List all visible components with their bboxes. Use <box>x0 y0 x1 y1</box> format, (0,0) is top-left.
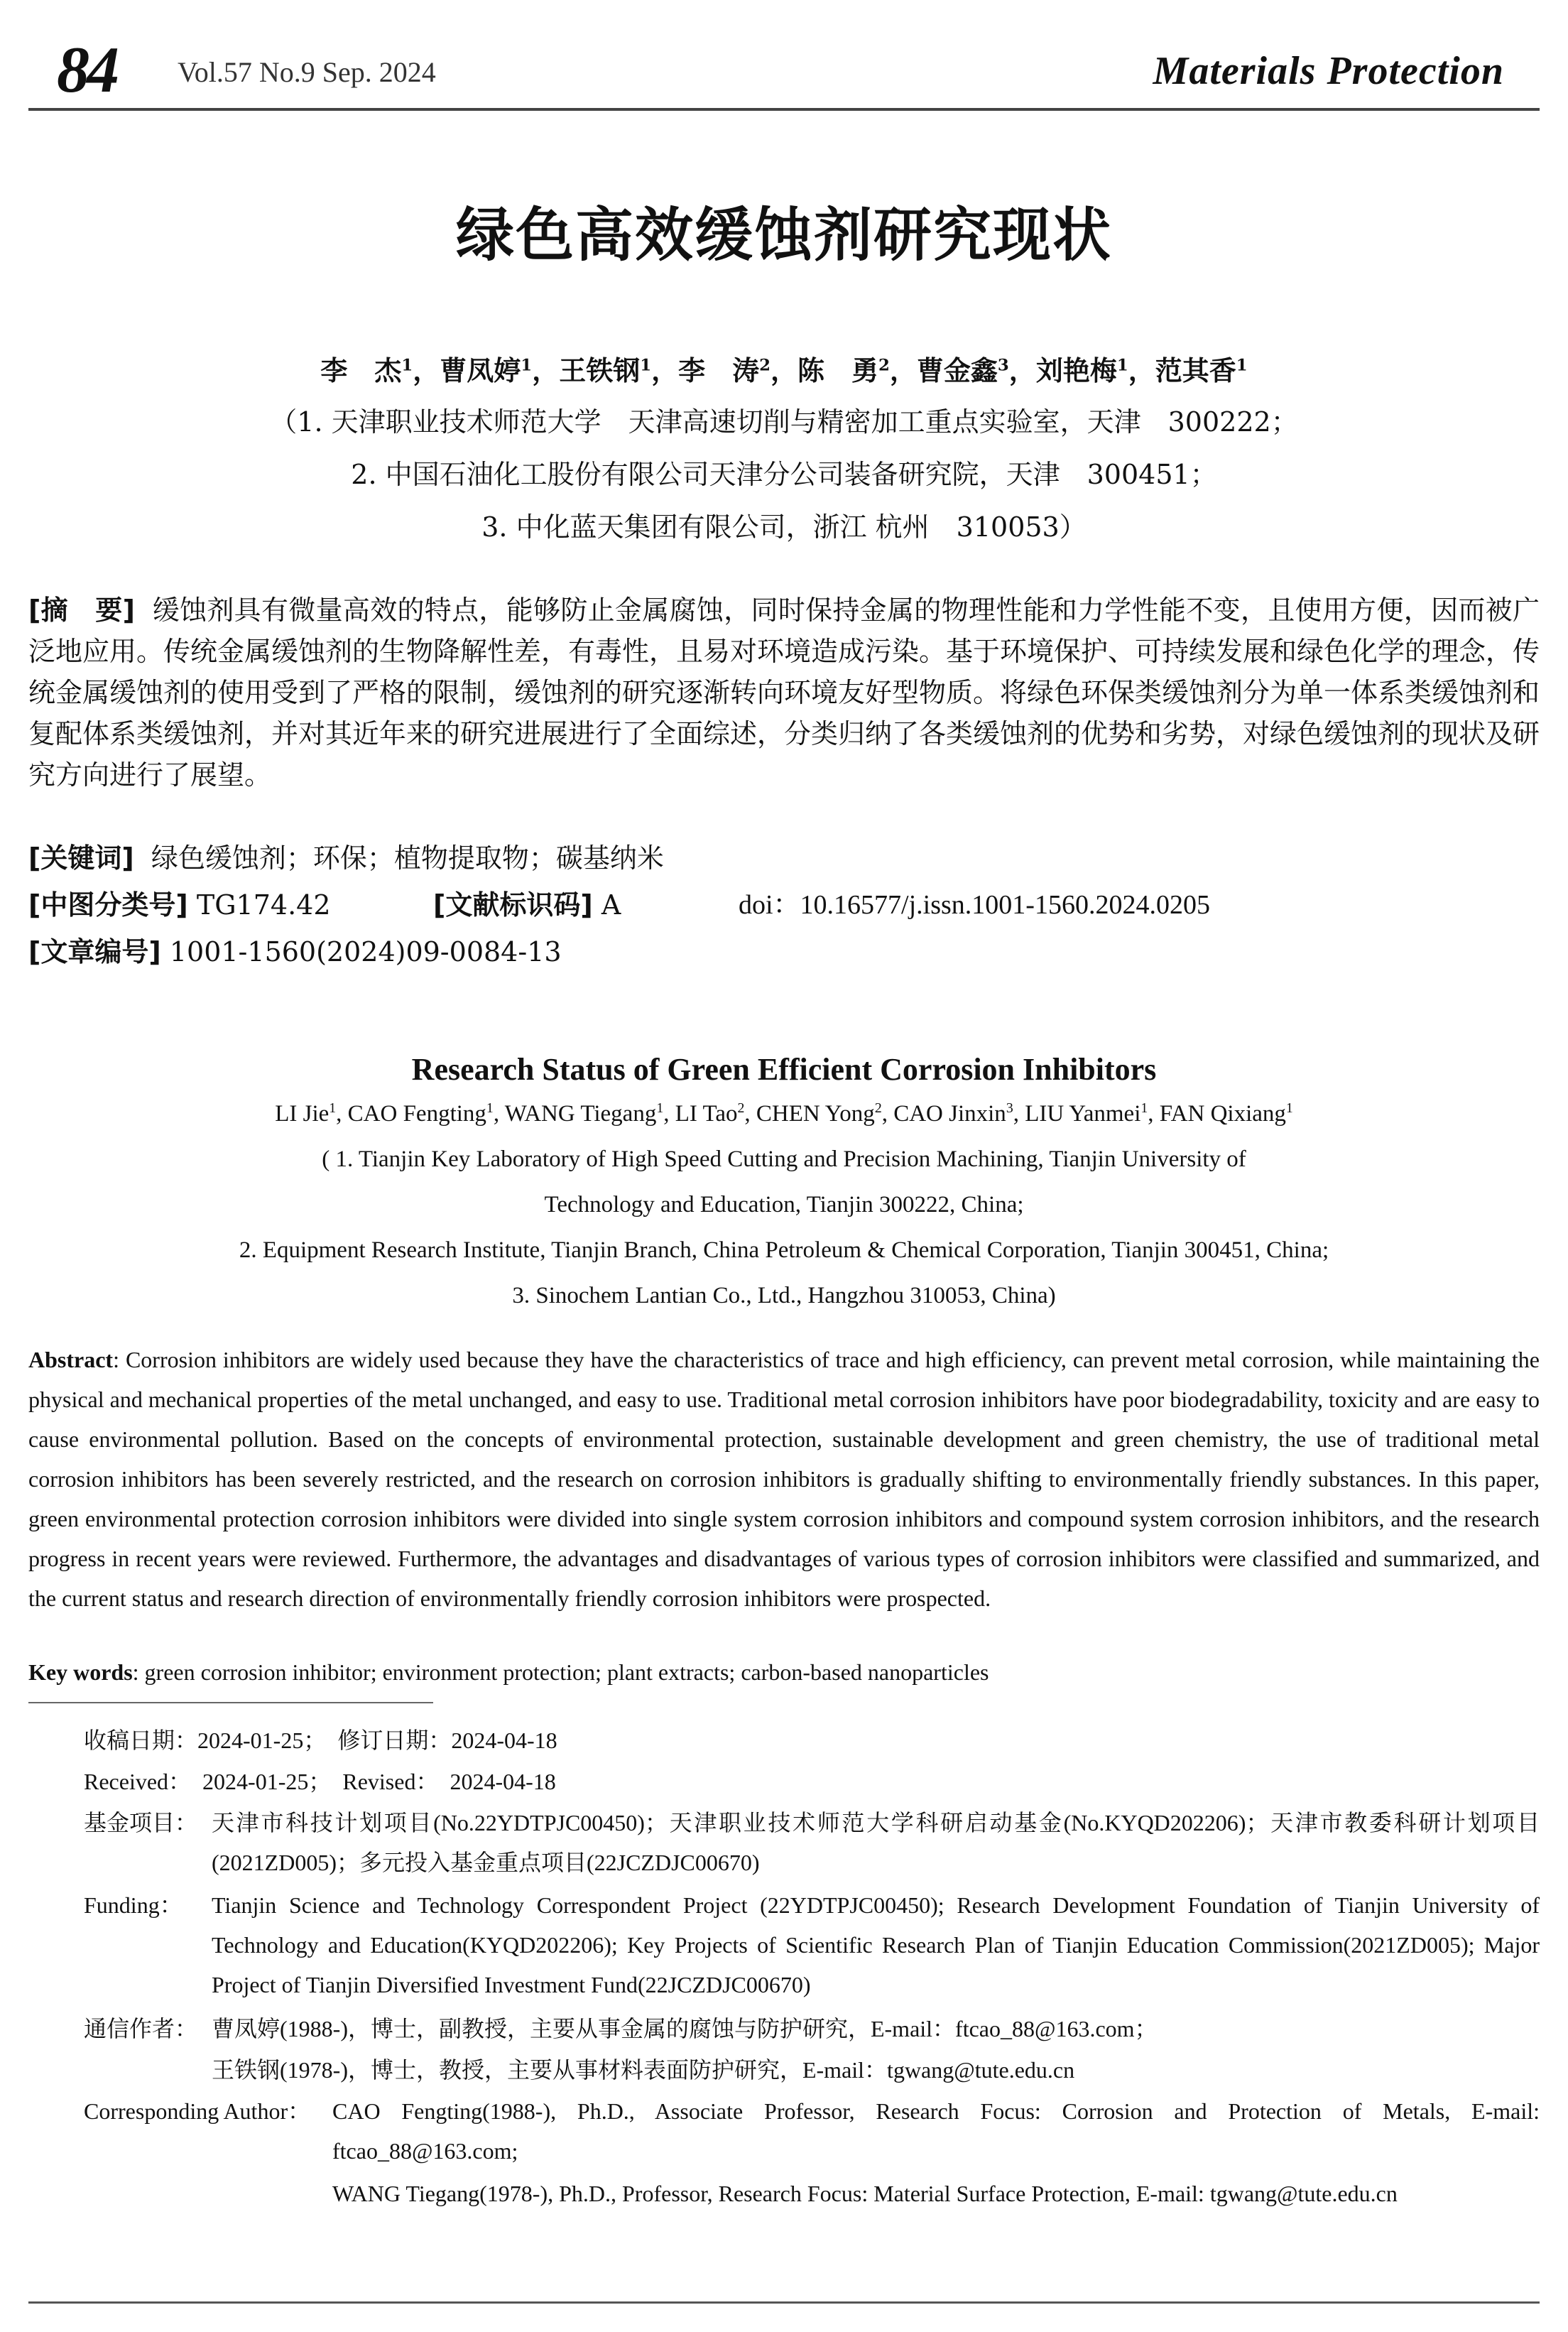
doi: doi：10.16577/j.issn.1001-1560.2024.0205 <box>739 890 1210 920</box>
fund-cn <box>84 1803 1540 1885</box>
en-author-list: LI Jie$^1$, CAO Fengting$^1$, WANG Tiegang$^1$, LI Tao$^2$, CHEN Yong$^2$, CAO Jinxin$^3$, LIU Yanmei$^1$, FAN Qixiang$^1$ <box>275 1100 1293 1127</box>
cn-abstract-label: [摘 要] <box>28 595 135 626</box>
article-no-value: 1001-1560(2024)09-0084-13 <box>169 936 562 967</box>
cn-author: 曹金鑫$^3$ <box>916 354 1009 386</box>
cn-author-affiliation-mark: 1 <box>401 356 413 375</box>
en-affiliation-3: 3. Sinochem Lantian Co., Ltd., Hangzhou 310053, China) <box>512 1283 1056 1308</box>
cn-author: 陈 勇$^2$ <box>797 354 890 386</box>
doc-code-value: A <box>601 889 621 921</box>
corr-cn-label: 通信作者： <box>84 2016 198 2041</box>
en-author-affiliation-mark: 1 <box>329 1100 337 1116</box>
en-author: LIU Yanmei$^1$ <box>1025 1100 1148 1127</box>
fund-en-label: Funding： <box>84 1892 183 1918</box>
article-no-label: [文章编号] <box>28 936 161 967</box>
cn-author-affiliation-mark: 3 <box>997 356 1009 375</box>
en-abstract-text: Corrosion inhibitors are widely used because they have the characteristics of trace and high efficiency, can prevent metal corrosion, while maintaining the physical and mechanical properties of the metal unchanged, and easy to use. Traditional metal corrosion inhibitors have poor biodegradability, toxicity and are easy to cause environmental pollution. Based on the concepts of environmental protection, sustainable development and green chemistry, the use of traditional metal corrosion inhibitors has been severely restricted, and the research on corrosion inhibitors is gradually shifting to environmentally friendly substances. In this paper, green environmental protection corrosion inhibitors were divided into single system corrosion inhibitors and compound system corrosion inhibitors, and the research progress in recent years were reviewed. Furthermore, the advantages and disadvantages of various types of corrosion inhibitors were classified and summarized, and the current status and research direction of environmentally friendly corrosion inhibitors were prospected. <box>28 1347 1540 1611</box>
en-affiliation-1a: ( 1. Tianjin Key Laboratory of High Speed Cutting and Precision Machining, Tianjin University of <box>322 1146 1246 1172</box>
en-keywords-text: green corrosion inhibitor; environment protection; plant extracts; carbon-based nanoparticles <box>144 1659 989 1685</box>
en-author: FAN Qixiang$^1$ <box>1159 1100 1293 1127</box>
en-affiliation-2: 2. Equipment Research Institute, Tianjin Branch, China Petroleum & Chemical Corporation, Tianjin 300451, China; <box>239 1237 1329 1263</box>
cn-classification-row <box>28 888 1540 922</box>
cn-abstract-text: 缓蚀剂具有微量高效的特点，能够防止金属腐蚀，同时保持金属的物理性能和力学性能不变，且使用方便，因而被广泛地应用。传统金属缓蚀剂的生物降解性差，有毒性，且易对环境造成污染。基于环境保护、可持续发展和绿色化学的理念，传统金属缓蚀剂的使用受到了严格的限制，缓蚀剂的研究逐渐转向环境友好型物质。将绿色环保类缓蚀剂分为单一体系类缓蚀剂和复配体系类缓蚀剂，并对其近年来的研究进展进行了全面综述，分类归纳了各类缓蚀剂的优势和劣势，对绿色缓蚀剂的现状及研究方向进行了展望。 <box>28 595 1540 791</box>
en-author-affiliation-mark: 2 <box>874 1100 882 1116</box>
en-author-affiliation-mark: 1 <box>1140 1100 1148 1116</box>
en-author: CHEN Yong$^2$ <box>756 1100 882 1127</box>
corr-en <box>84 2091 1540 2256</box>
cn-author: 李 杰$^1$ <box>320 354 413 386</box>
cn-author: 王铁钢$^1$ <box>559 354 652 386</box>
clc-value: TG174.42 <box>196 889 331 921</box>
en-author: LI Tao$^2$ <box>675 1100 745 1127</box>
corr-en-line-2: WANG Tiegang(1978-), Ph.D., Professor, Research Focus: Material Surface Protection, E-mail: tgwang@tute.edu.cn <box>332 2181 1398 2206</box>
en-author-affiliation-mark: 1 <box>486 1100 494 1116</box>
fund-cn-label: 基金项目： <box>84 1810 198 1835</box>
corr-en-label: Corresponding Author： <box>84 2098 311 2124</box>
en-author-affiliation-mark: 1 <box>1285 1100 1293 1116</box>
cn-affiliation-3: 3. 中化蓝天集团有限公司，浙江 杭州 310053） <box>481 511 1087 543</box>
cn-article-number <box>28 935 562 969</box>
cn-author-affiliation-mark: 1 <box>521 356 533 375</box>
cn-title: 绿色高效缓蚀剂研究现状 <box>455 201 1112 269</box>
en-keywords-label: Key words <box>28 1659 133 1685</box>
page-number: 84 <box>57 33 116 106</box>
fund-en-text: Tianjin Science and Technology Correspondent Project (22YDTPJC00450); Research Development Foundation of Tianjin University of Technology and Education(KYQD202206); Key Projects of Scientific Research Plan of Tianjin Education Commission(2021ZD005); Major Project of Tianjin Diversified Investment Fund(22JCZDJC00670) <box>212 1892 1540 1997</box>
header-rule <box>28 108 1540 111</box>
en-affiliation-1b: Technology and Education, Tianjin 300222, China; <box>544 1192 1024 1217</box>
en-title: Research Status of Green Efficient Corrosion Inhibitors <box>411 1052 1157 1087</box>
bottom-rule <box>28 2301 1540 2304</box>
corr-cn <box>84 2009 1540 2091</box>
en-abstract: Abstract: Corrosion inhibitors are widely used because they have the characteristics of trace and high efficiency, can prevent metal corrosion, while maintaining the physical and mechanical properties of the metal unchanged, and easy to use. Traditional metal corrosion inhibitors have poor biodegradability, toxicity and are easy to cause environmental pollution. Based on the concepts of environmental protection, sustainable development and green chemistry, the use of traditional metal corrosion inhibitors has been severely restricted, and the research on corrosion inhibitors is gradually shifting to environmentally friendly substances. In this paper, green environmental protection corrosion inhibitors were divided into single system corrosion inhibitors and compound system corrosion inhibitors, and the research progress in recent years were reviewed. Furthermore, the advantages and disadvantages of various types of corrosion inhibitors were classified and summarized, and the current status and research direction of environmentally friendly corrosion inhibitors were prospected. <box>28 1347 1540 1611</box>
cn-affiliation-2: 2. 中国石油化工股份有限公司天津分公司装备研究院，天津 300451； <box>351 459 1217 490</box>
volume-info: Vol.57 No.9 Sep. 2024 <box>178 56 436 88</box>
cn-author: 范其香$^1$ <box>1155 354 1248 386</box>
cn-abstract <box>28 590 1540 796</box>
cn-author-affiliation-mark: 2 <box>878 356 890 375</box>
corr-en-line-1: CAO Fengting(1988-), Ph.D., Associate Professor, Research Focus: Corrosion and Protection of Metals, E-mail: ftcao_88@163.com; <box>332 2098 1540 2164</box>
journal-name: Materials Protection <box>1153 49 1504 93</box>
en-author-affiliation-mark: 1 <box>656 1100 664 1116</box>
en-abstract-label: Abstract <box>28 1347 114 1372</box>
en-author-affiliation-mark: 3 <box>1006 1100 1013 1116</box>
cn-affiliation-1: （1. 天津职业技术师范大学 天津高速切削与精密加工重点实验室，天津 300222； <box>270 406 1298 438</box>
cn-author-affiliation-mark: 2 <box>759 356 771 375</box>
cn-author-affiliation-mark: 1 <box>1236 356 1248 375</box>
cn-keywords <box>28 841 664 875</box>
en-author: CAO Jinxin$^3$ <box>893 1100 1013 1127</box>
clc-label: [中图分类号] <box>28 889 188 921</box>
cn-author: 曹凤婷$^1$ <box>440 354 533 386</box>
cn-keywords-text: 绿色缓蚀剂；环保；植物提取物；碳基纳米 <box>151 842 664 874</box>
en-author: LI Jie$^1$ <box>275 1100 337 1127</box>
cn-keywords-label: [关键词] <box>28 842 134 874</box>
cn-author-list: 李 杰$^1$，曹凤婷$^1$，王铁钢$^1$，李 涛$^2$，陈 勇$^2$，曹金鑫$^3$，刘艳梅$^1$，范其香$^1$ <box>320 354 1248 386</box>
en-author: CAO Fengting$^1$ <box>347 1100 494 1127</box>
cn-author: 刘艳梅$^1$ <box>1035 354 1128 386</box>
en-author: WANG Tiegang$^1$ <box>504 1100 664 1127</box>
received-cn: 收稿日期：2024-01-25； 修订日期：2024-04-18 <box>84 1728 557 1753</box>
doc-code-label: [文献标识码] <box>433 889 593 921</box>
corr-cn-line-1: 曹凤婷(1988-)，博士，副教授，主要从事金属的腐蚀与防护研究，E-mail：ftcao_88@163.com； <box>212 2016 1158 2041</box>
corr-cn-line-2: 王铁钢(1978-)，博士，教授，主要从事材料表面防护研究，E-mail：tgwang@tute.edu.cn <box>212 2057 1075 2083</box>
footnote-rule <box>28 1702 433 1703</box>
fund-cn-text: 天津市科技计划项目(No.22YDTPJC00450)；天津职业技术师范大学科研启动基金(No.KYQD202206)；天津市教委科研计划项目(2021ZD005)；多元投入基金重点项目(22JCZDJC00670) <box>212 1810 1540 1875</box>
cn-author: 李 涛$^2$ <box>678 354 771 386</box>
cn-author-affiliation-mark: 1 <box>1116 356 1128 375</box>
fund-en <box>84 1885 1540 2009</box>
en-keywords: Key words: green corrosion inhibitor; environment protection; plant extracts; carbon-based nanoparticles <box>28 1659 989 1685</box>
en-author-affiliation-mark: 2 <box>737 1100 745 1116</box>
received-en: Received： 2024-01-25； Revised： 2024-04-18 <box>84 1769 556 1794</box>
cn-author-affiliation-mark: 1 <box>640 356 652 375</box>
